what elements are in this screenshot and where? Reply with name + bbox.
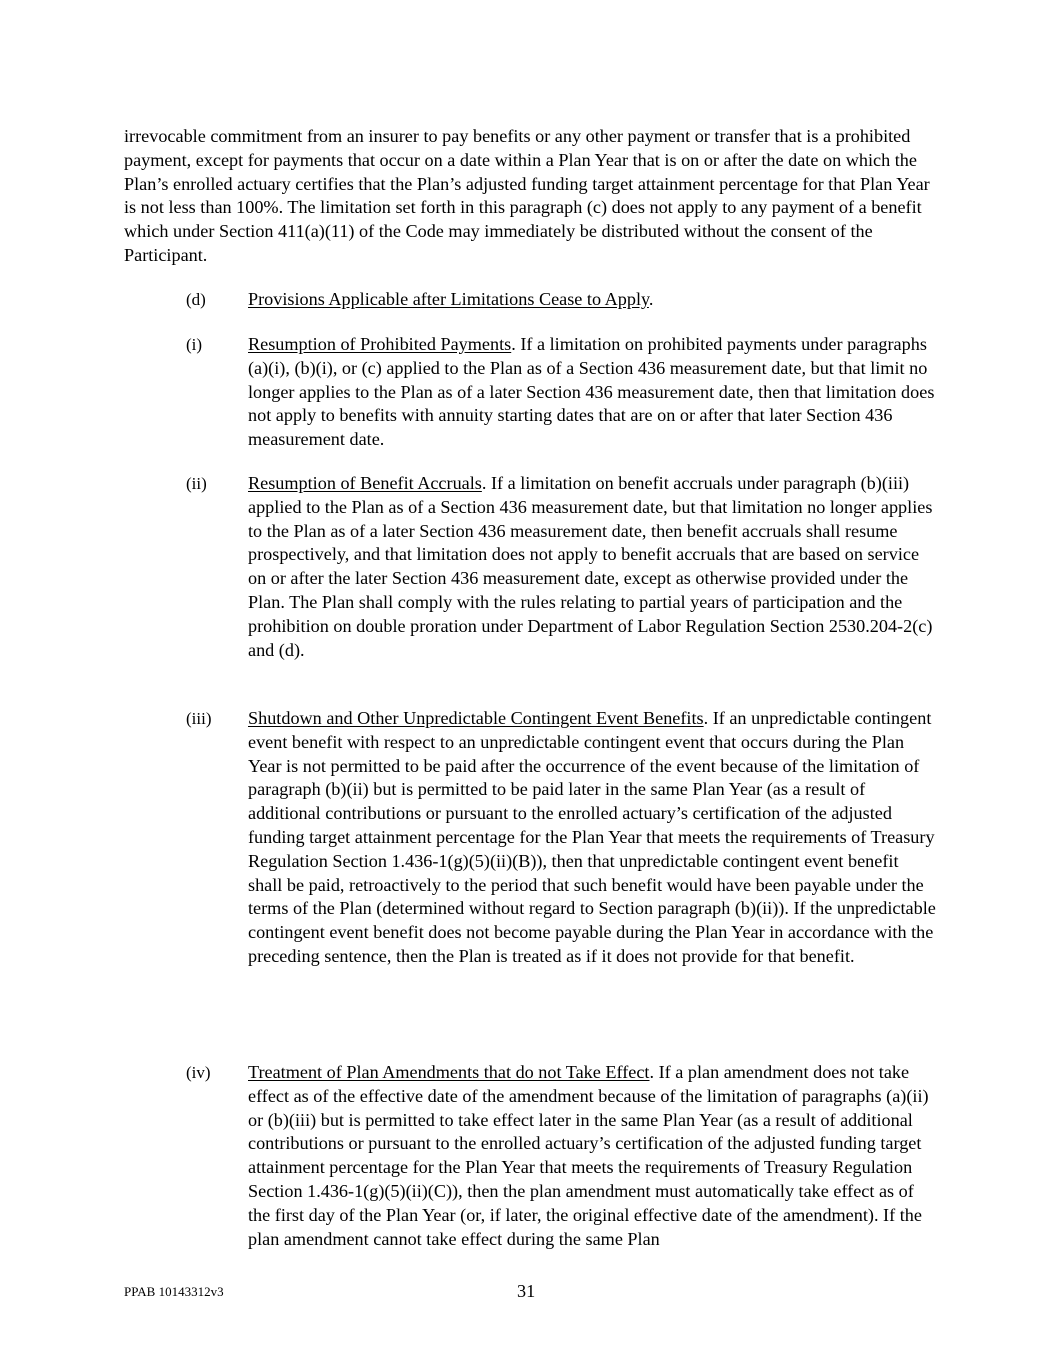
list-item-text: . If a plan amendment does not take effect as of the effective date of the amendment because of the limitation of paragraphs (a)(ii) or (b)(iii) but is permitted to take effect later in the same Plan Year (as a result of additional contributions or pursuant to the enrolled actuary’s certification of the adjusted funding target attainment percentage for the Plan Year that meets the requirements of Treasury Regulation Section 1.436-1(g)(5)(ii)(C)), then the plan amendment must automatically take effect as of the first day of the Plan Year (or, if later, the original effective date of the amendment). If the plan amendment cannot take effect during the same Plan <box>248 1062 929 1249</box>
list-item-text: . If a limitation on prohibited payments under paragraphs (a)(i), (b)(i), or (c) applied to the Plan as of a Section 436 measurement date, but that limit no longer applies to the Plan as of a later Section 436 measurement date, then that limitation does not apply to benefits with annuity starting dates that are on or after that later Section 436 measurement date. <box>248 334 935 450</box>
section-d-trailing: . <box>648 289 654 309</box>
list-item-heading: Shutdown and Other Unpredictable Contingent Event Benefits <box>248 708 704 728</box>
list-item-marker: (iv) <box>186 1063 211 1082</box>
section-d-marker: (d) <box>186 290 206 309</box>
intro-paragraph: irrevocable commitment from an insurer to pay benefits or any other payment or transfer that is a prohibited payment, except for payments that occur on a date within a Plan Year that is on or after the date on which the Plan’s enrolled actuary certifies that the Plan’s adjusted funding target attainment percentage for that Plan Year is not less than 100%. The limitation set forth in this paragraph (c) does not apply to any payment of a benefit which under Section 411(a)(11) of the Code may immediately be distributed without the consent of the Participant. <box>124 126 930 265</box>
list-item-body <box>248 472 936 662</box>
list-item-body <box>248 707 936 969</box>
footer-document-id: PPAB 10143312v3 <box>124 1284 224 1299</box>
list-item-ii <box>124 472 936 662</box>
list-item-marker: (i) <box>186 335 203 354</box>
list-item-body <box>248 1061 936 1251</box>
section-d <box>124 288 936 312</box>
list-item-text: . If an unpredictable contingent event benefit with respect to an unpredictable contingent event that occurs during the Plan Year is not permitted to be paid after the occurrence of the event because of the limitation of paragraph (b)(ii) but is permitted to be paid later in the same Plan Year (as a result of additional contributions or pursuant to the enrolled actuary’s certification of the adjusted funding target attainment percentage for the Plan Year that meets the requirements of Treasury Regulation Section 1.436-1(g)(5)(ii)(B)), then that unpredictable contingent event benefit shall be paid, retroactively to the period that such benefit would have been payable under the terms of the Plan (determined without regard to Section paragraph (b)(ii)). If the unpredictable contingent event benefit does not become payable during the Plan Year in accordance with the preceding sentence, then the Plan is treated as if it does not provide for that benefit. <box>248 708 936 966</box>
list-item-heading: Resumption of Benefit Accruals <box>248 473 482 493</box>
list-item-iii <box>124 707 936 969</box>
page-number: 31 <box>517 1281 536 1301</box>
list-item-heading: Resumption of Prohibited Payments <box>248 334 512 354</box>
list-item-marker: (iii) <box>186 709 212 728</box>
list-item-heading: Treatment of Plan Amendments that do not Take Effect <box>248 1062 650 1082</box>
list-item-iv <box>124 1061 936 1251</box>
list-item-marker: (ii) <box>186 474 207 493</box>
list-item-text: . If a limitation on benefit accruals under paragraph (b)(iii) applied to the Plan as of a Section 436 measurement date, but that limitation no longer applies to the Plan as of a later Section 436 measurement date, then benefit accruals shall resume prospectively, and that limitation does not apply to benefit accruals that are based on service on or after the later Section 436 measurement date, except as otherwise provided under the Plan. The Plan shall comply with the rules relating to partial years of participation and the prohibition on double proration under Department of Labor Regulation Section 2530.204-2(c) and (d). <box>248 473 933 660</box>
list-item-body <box>248 333 936 452</box>
section-d-body <box>248 288 936 312</box>
list-item-i <box>124 333 936 452</box>
section-d-heading: Provisions Applicable after Limitations Cease to Apply <box>248 289 649 309</box>
